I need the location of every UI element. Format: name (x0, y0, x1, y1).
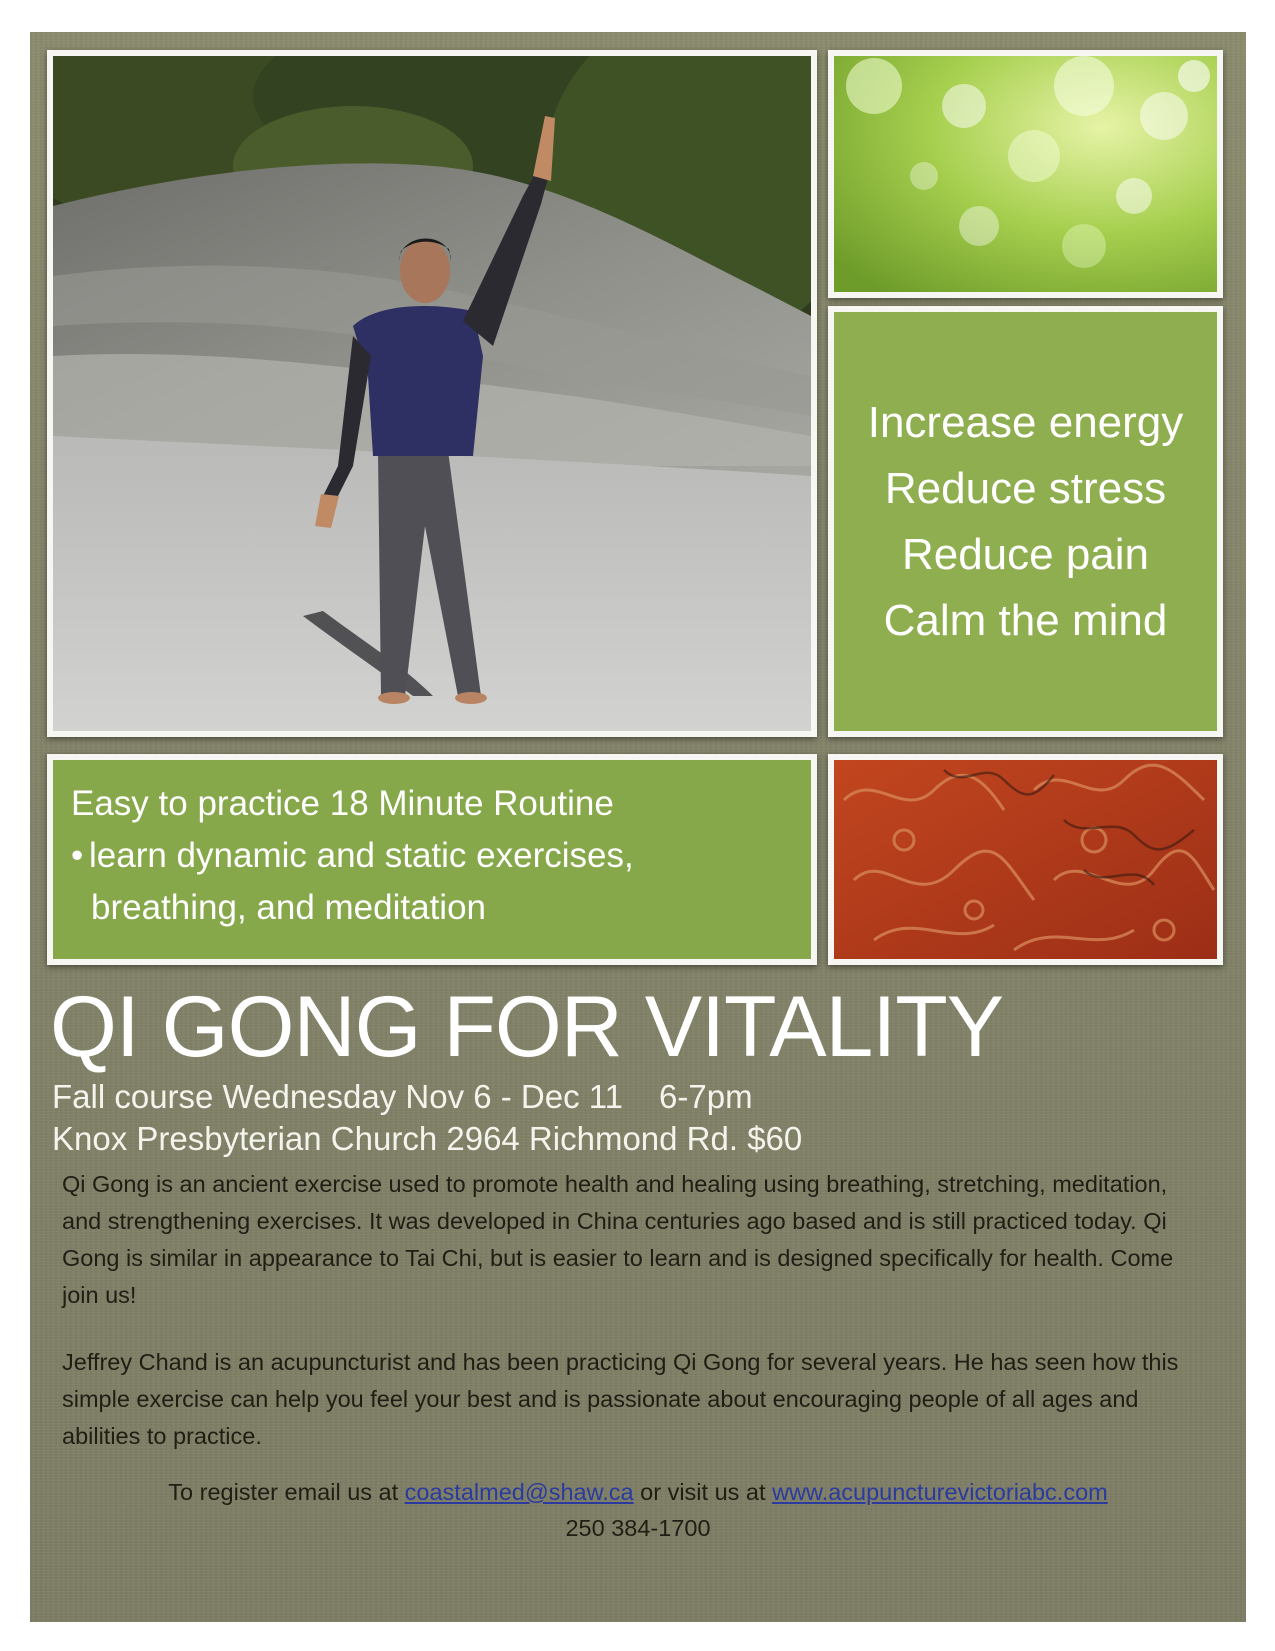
course-location: Knox Presbyterian Church 2964 Richmond Rd. $60 (52, 1120, 803, 1157)
course-time: 6-7pm (659, 1078, 753, 1115)
benefit-line: Reduce pain (901, 529, 1150, 579)
bokeh-illustration (834, 56, 1217, 292)
description-paragraph-1: Qi Gong is an ancient exercise used to promote health and healing using breathing, stretching, meditation, and strengthening exercises. It was developed in China centuries ago based and is still practiced today. Qi Gong is similar in appearance to Tai Chi, but is easier to learn and is designed specifically for health. Come join us! (62, 1171, 1174, 1308)
routine-bullet-continuation: breathing, and meditation (91, 888, 486, 927)
benefit-line: Reduce stress (884, 463, 1167, 513)
course-dates (52, 1076, 1232, 1118)
bullet-icon: • (71, 836, 84, 875)
benefits-panel (828, 306, 1223, 737)
description-paragraph-2: Jeffrey Chand is an acupuncturist and has been practicing Qi Gong for several years. He has seen how this simple exercise can help you feel your best and is passionate about encouraging people of all ages and abilities to practice. (62, 1349, 1179, 1449)
register-line (30, 1474, 1246, 1510)
fabric-pattern-illustration (834, 760, 1217, 959)
benefit-line: Increase energy (867, 397, 1184, 447)
fabric-image (828, 754, 1223, 965)
flyer (30, 32, 1246, 1622)
course-text: Fall course Wednesday Nov 6 - Dec 11 (52, 1078, 624, 1115)
website-link[interactable]: www.acupuncturevictoriabc.com (772, 1479, 1108, 1505)
bokeh-image (828, 50, 1223, 298)
register-middle: or visit us at (633, 1479, 773, 1505)
register-prefix: To register email us at (168, 1479, 405, 1505)
headline-title: QI GONG FOR VITALITY (50, 979, 1004, 1075)
email-link[interactable]: coastalmed@shaw.ca (404, 1479, 634, 1505)
routine-heading: Easy to practice 18 Minute Routine (71, 784, 614, 823)
routine-panel (47, 754, 817, 965)
routine-bullet-line (71, 830, 791, 882)
hero-photo (47, 50, 817, 737)
routine-bullet-text: learn dynamic and static exercises, (89, 836, 634, 875)
beach-photo-illustration (53, 56, 811, 731)
benefit-line: Calm the mind (883, 595, 1168, 645)
phone-number: 250 384-1700 (565, 1515, 711, 1541)
